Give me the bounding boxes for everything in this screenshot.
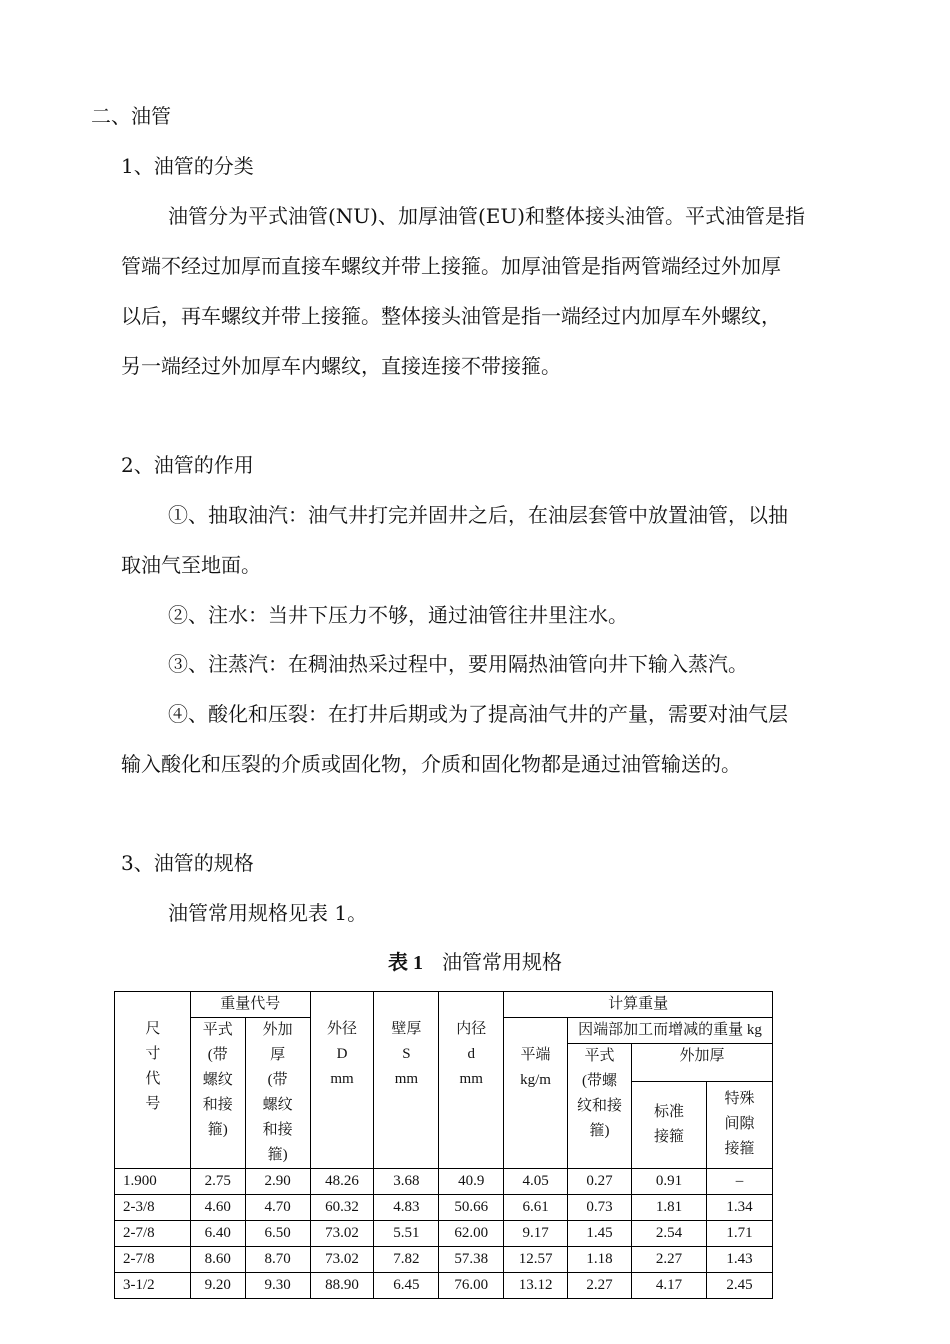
sub3-title: 3、油管的规格 [121,851,254,875]
sub2-line: 输入酸化和压裂的介质或固化物，介质和固化物都是通过油管输送的。 [121,752,741,776]
sub2-line: ①、抽取油汽：油气井打完并固井之后，在油层套管中放置油管，以抽 [168,503,788,527]
table-cell: 2.54 [631,1221,706,1247]
table-cell: 73.02 [310,1221,374,1247]
table-cell: 6.61 [504,1195,568,1221]
header-plain: 平式(带螺纹和接箍) [190,1018,245,1169]
header-upset: 外加厚(带螺纹和接箍) [245,1018,310,1169]
table-cell: 57.38 [439,1247,504,1273]
sub1-line: 另一端经过外加厚车内螺纹，直接连接不带接箍。 [121,354,561,378]
header-weight-code: 重量代号 [190,992,310,1018]
table-cell: 9.17 [504,1221,568,1247]
header-id: 内径 d mm [439,992,504,1169]
sub3-intro: 油管常用规格见表 1。 [168,901,368,925]
table-cell: 4.05 [504,1169,568,1195]
table-row [115,1221,773,1247]
table-cell: 76.00 [439,1273,504,1299]
table-cell: 12.57 [504,1247,568,1273]
sub2-line: ③、注蒸汽：在稠油热采过程中，要用隔热油管向井下输入蒸汽。 [168,652,748,676]
table-cell: 48.26 [310,1169,374,1195]
table-caption [0,948,950,977]
table-cell: 4.60 [190,1195,245,1221]
table-cell: 1.43 [706,1247,772,1273]
sub1-line: 油管分为平式油管(NU)、加厚油管(EU)和整体接头油管。平式油管是指 [168,204,806,228]
table-cell: 50.66 [439,1195,504,1221]
table-cell: 1.45 [568,1221,632,1247]
table-cell: 88.90 [310,1273,374,1299]
table-cell: 2-3/8 [115,1195,191,1221]
table-cell: 9.30 [245,1273,310,1299]
table-row [115,1195,773,1221]
header-end-change: 因端部加工而增减的重量 kg [568,1018,773,1044]
sub1-title: 1、油管的分类 [121,154,254,178]
spec-table [114,991,773,1299]
header-plain-coupled: 平式(带螺纹和接箍) [568,1044,632,1169]
table-cell: 3.68 [374,1169,439,1195]
table-row [115,1169,773,1195]
sub2-line: ②、注水：当井下压力不够，通过油管往井里注水。 [168,603,628,627]
table-caption-label: 表 1 [387,952,423,974]
table-cell: 1.900 [115,1169,191,1195]
table-cell: 62.00 [439,1221,504,1247]
table-cell: 2.75 [190,1169,245,1195]
header-od: 外径 D mm [310,992,374,1169]
table-cell: 2.27 [568,1273,632,1299]
table-cell: 1.81 [631,1195,706,1221]
sub2-title: 2、油管的作用 [121,453,254,477]
table-cell: 2.45 [706,1273,772,1299]
table-cell: 5.51 [374,1221,439,1247]
table-cell: 13.12 [504,1273,568,1299]
table-cell: 8.70 [245,1247,310,1273]
table-cell: 40.9 [439,1169,504,1195]
table-cell: 2-7/8 [115,1221,191,1247]
table-cell: 6.45 [374,1273,439,1299]
table-cell: 60.32 [310,1195,374,1221]
table-cell: 1.71 [706,1221,772,1247]
table-caption-text: 油管常用规格 [442,950,563,974]
table-cell: 0.91 [631,1169,706,1195]
header-wall: 壁厚 S mm [374,992,439,1169]
table-cell: 4.70 [245,1195,310,1221]
table-cell: 73.02 [310,1247,374,1273]
table-cell: 3-1/2 [115,1273,191,1299]
table-cell: 4.17 [631,1273,706,1299]
header-standard-coupling: 标准接箍 [631,1081,706,1169]
table-cell: 4.83 [374,1195,439,1221]
table-cell: 6.50 [245,1221,310,1247]
header-calc-weight: 计算重量 [504,992,773,1018]
header-ext-upset: 外加厚 [631,1044,772,1082]
sub1-line: 以后，再车螺纹并带上接箍。整体接头油管是指一端经过内加厚车外螺纹， [121,304,781,328]
table-row [115,1273,773,1299]
table-cell: 1.34 [706,1195,772,1221]
section-title: 二、油管 [91,104,171,128]
table-cell: 2.90 [245,1169,310,1195]
table-cell: 2-7/8 [115,1247,191,1273]
table-cell: 7.82 [374,1247,439,1273]
header-plain-end: 平端 kg/m [504,1018,568,1169]
table-cell: 6.40 [190,1221,245,1247]
table-cell: 9.20 [190,1273,245,1299]
table-row [115,1247,773,1273]
table-cell: 2.27 [631,1247,706,1273]
sub2-line: ④、酸化和压裂：在打井后期或为了提高油气井的产量，需要对油气层 [168,702,788,726]
table-cell: 8.60 [190,1247,245,1273]
sub1-line: 管端不经过加厚而直接车螺纹并带上接箍。加厚油管是指两管端经过外加厚 [121,254,781,278]
table-cell: 0.73 [568,1195,632,1221]
table-cell: 1.18 [568,1247,632,1273]
sub2-line: 取油气至地面。 [121,553,261,577]
table-cell: 0.27 [568,1169,632,1195]
table-cell: – [706,1169,772,1195]
header-special-coupling: 特殊间隙接箍 [706,1081,772,1169]
header-size: 尺寸代号 [115,992,191,1169]
